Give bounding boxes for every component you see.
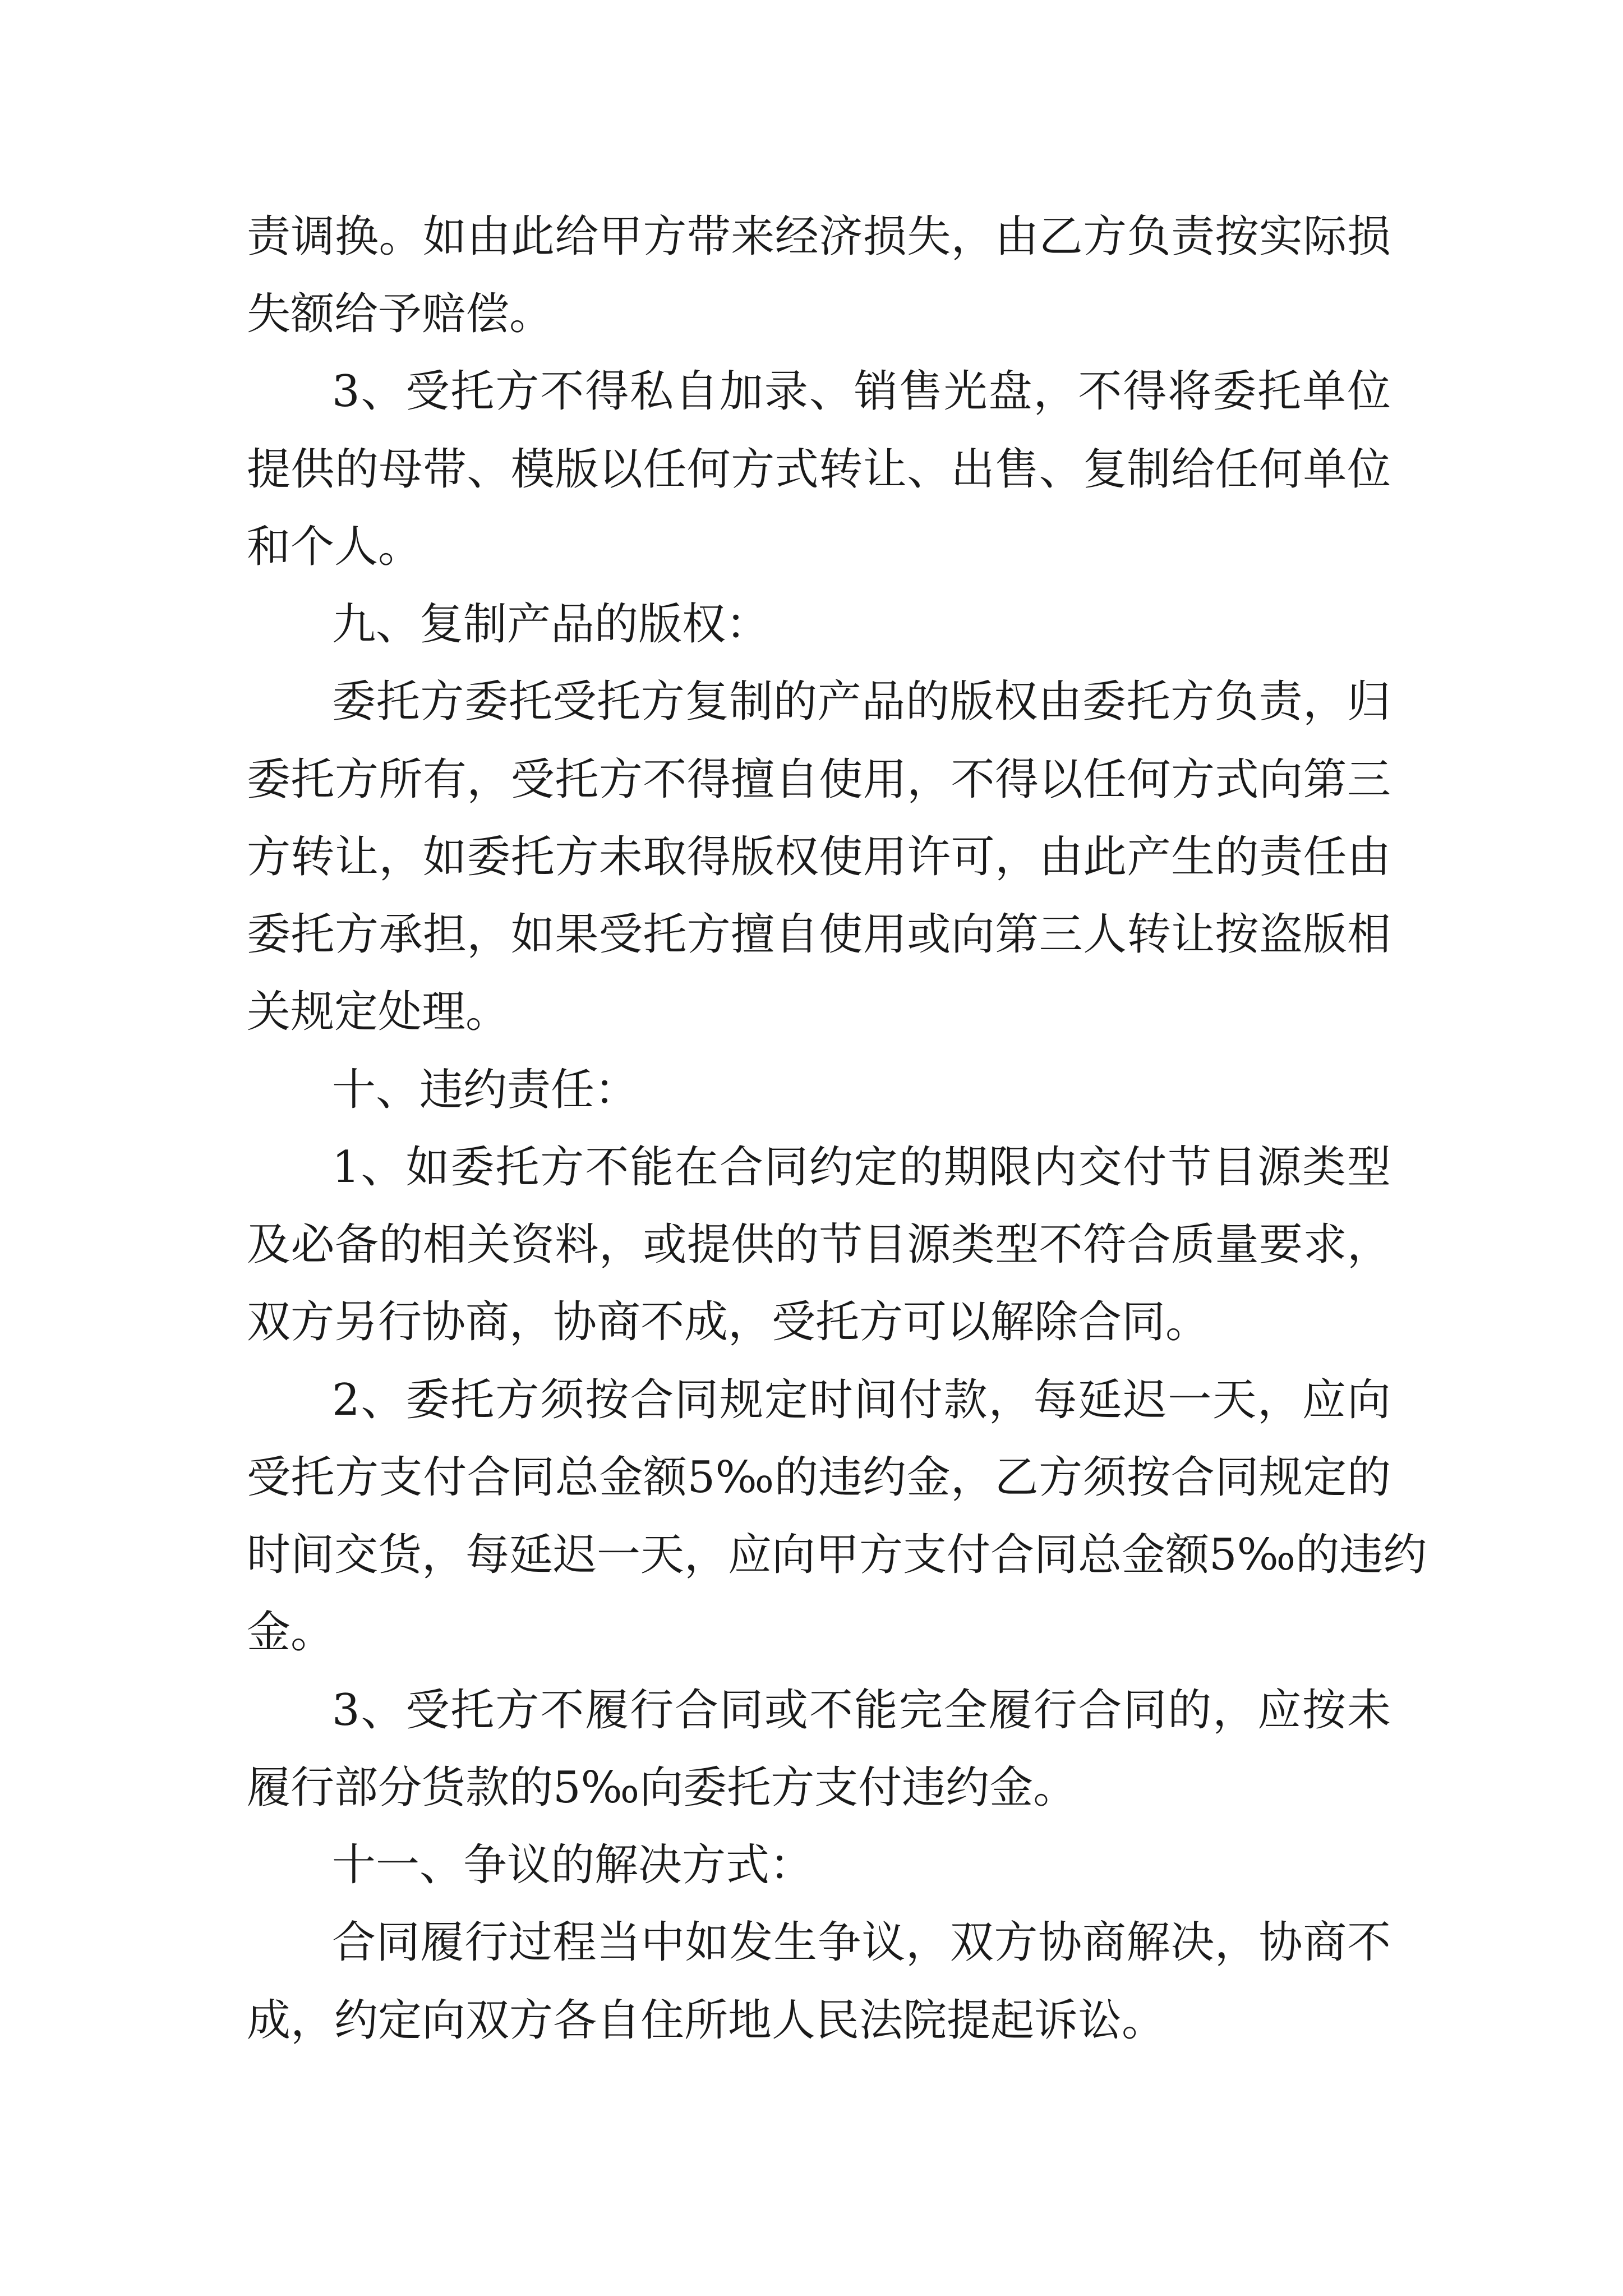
body-line: 金。 bbox=[247, 1607, 335, 1658]
body-line: 委托方承担，如果受托方擅自使用或向第三人转让按盗版相 bbox=[247, 909, 1391, 960]
body-line: 委托方委托受托方复制的产品的版权由委托方负责，归 bbox=[332, 677, 1391, 727]
body-line: 3、受托方不得私自加录、销售光盘，不得将委托单位 bbox=[332, 366, 1391, 417]
body-line: 履行部分货款的5‰向委托方支付违约金。 bbox=[247, 1763, 1077, 1813]
body-line: 3、受托方不履行合同或不能完全履行合同的，应按未 bbox=[332, 1685, 1391, 1736]
body-line: 1、如委托方不能在合同约定的期限内交付节目源类型 bbox=[332, 1142, 1391, 1193]
body-line: 关规定处理。 bbox=[247, 987, 510, 1037]
body-line: 时间交货，每延迟一天，应向甲方支付合同总金额5‰的违约 bbox=[247, 1530, 1427, 1580]
body-line: 受托方支付合同总金额5‰的违约金，乙方须按合同规定的 bbox=[247, 1452, 1391, 1503]
body-line: 及必备的相关资料，或提供的节目源类型不符合质量要求， bbox=[247, 1220, 1391, 1270]
body-line: 和个人。 bbox=[247, 522, 422, 572]
body-line: 双方另行协商，协商不成，受托方可以解除合同。 bbox=[247, 1297, 1210, 1347]
section-heading: 十、违约责任： bbox=[332, 1065, 639, 1115]
body-line: 责调换。如由此给甲方带来经济损失，由乙方负责按实际损 bbox=[247, 211, 1391, 262]
body-line: 委托方所有，受托方不得擅自使用，不得以任何方式向第三 bbox=[247, 754, 1391, 805]
body-line: 2、委托方须按合同规定时间付款，每延迟一天，应向 bbox=[332, 1375, 1391, 1425]
body-line: 成，约定向双方各自住所地人民法院提起诉讼。 bbox=[247, 1995, 1166, 2046]
section-heading: 十一、争议的解决方式： bbox=[332, 1840, 814, 1890]
body-line: 提供的母带、模版以任何方式转让、出售、复制给任何单位 bbox=[247, 444, 1391, 495]
body-line: 失额给予赔偿。 bbox=[247, 289, 554, 339]
section-heading: 九、复制产品的版权： bbox=[332, 599, 770, 650]
body-line: 合同履行过程当中如发生争议，双方协商解决，协商不 bbox=[332, 1917, 1391, 1968]
body-line: 方转让，如委托方未取得版权使用许可，由此产生的责任由 bbox=[247, 832, 1391, 882]
